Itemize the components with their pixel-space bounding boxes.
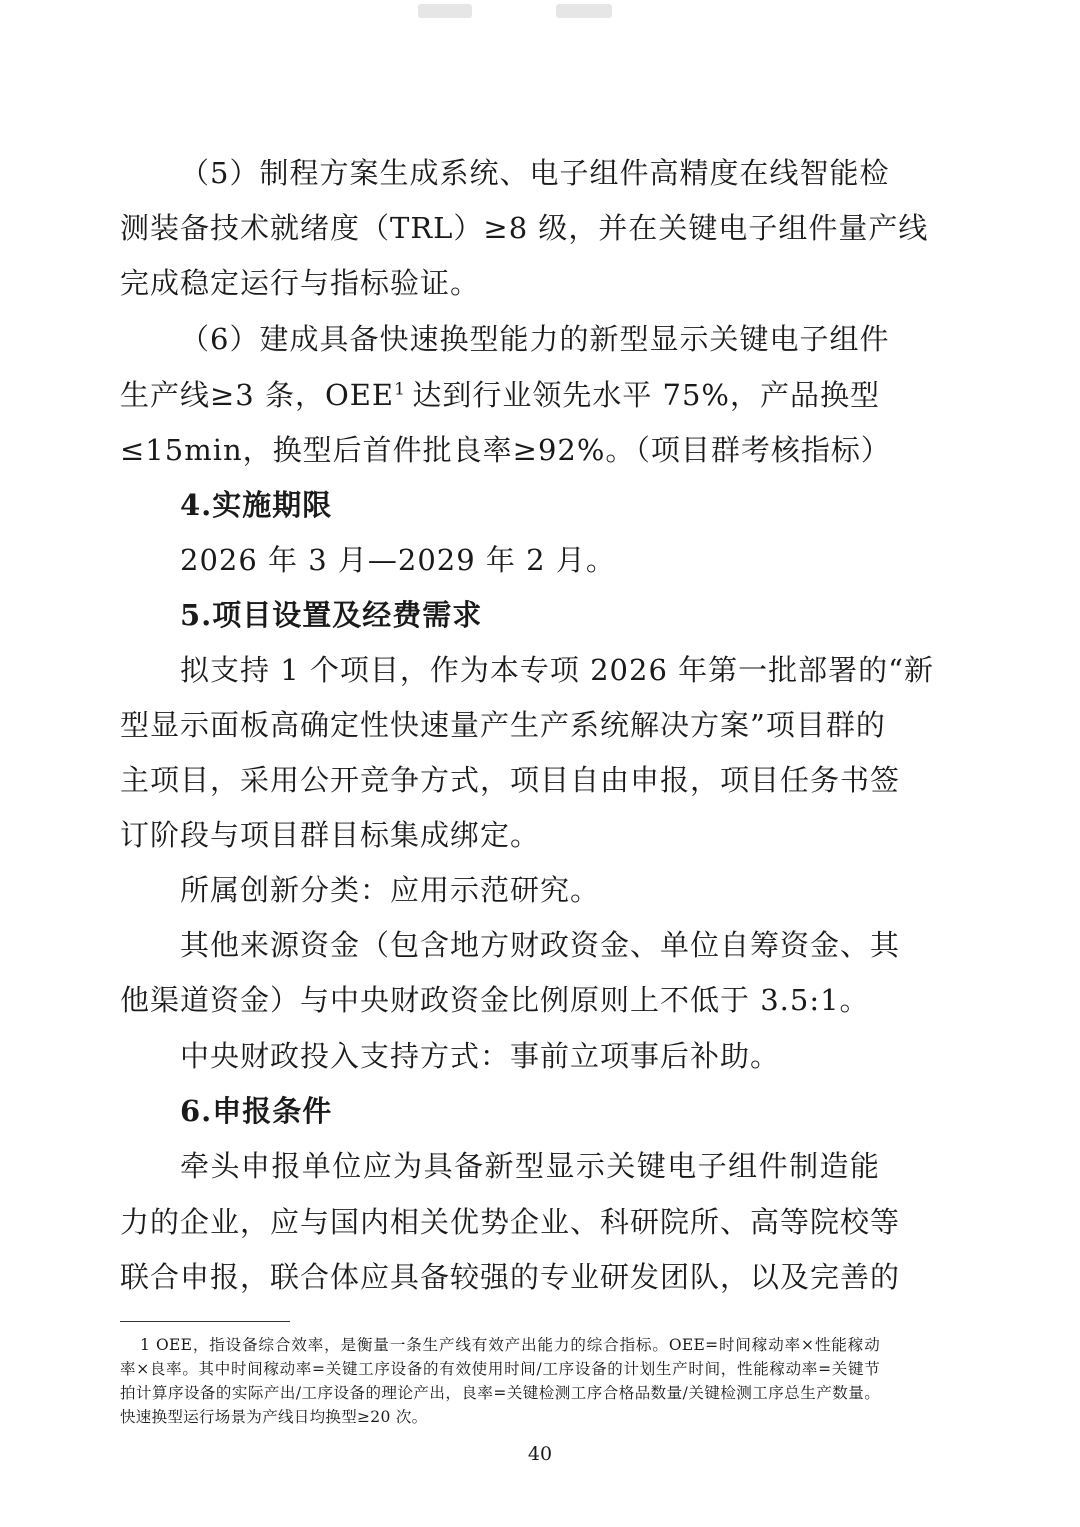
footnote-line: 快速换型运行场景为产线日均换型≥20 次。: [120, 1408, 428, 1426]
paragraph-line: 2026 年 3 月—2029 年 2 月。: [180, 543, 616, 577]
paragraph-line: [120, 375, 880, 415]
paragraph-line: 主项目，采用公开竞争方式，项目自由申报，项目任务书签: [120, 763, 901, 797]
line-segment: 生产线≥3 条，OEE$^1$: [120, 378, 406, 412]
footnote-separator: [120, 1321, 290, 1322]
section-heading: 4.实施期限: [180, 488, 333, 522]
line-segment: 达到行业领先水平 75%，产品换型: [412, 378, 880, 412]
paragraph-line: 完成稳定运行与指标验证。: [120, 266, 481, 300]
paragraph-line: 所属创新分类：应用示范研究。: [180, 873, 601, 907]
paragraph-line: 拟支持 1 个项目，作为本专项 2026 年第一批部署的“新: [180, 653, 934, 687]
paragraph-line: （5）制程方案生成系统、电子组件高精度在线智能检: [180, 156, 890, 190]
footnote-line: 率×良率。其中时间稼动率=关键工序设备的有效使用时间/工序设备的计划生产时间，性能稼动率=关键节: [120, 1360, 880, 1378]
paragraph-line: 力的企业，应与国内相关优势企业、科研院所、高等院校等: [120, 1205, 901, 1239]
paragraph-line: ≤15min，换型后首件批良率≥92%。（项目群考核指标）: [120, 433, 891, 467]
scan-artifact: [418, 4, 472, 18]
paragraph-line: （6）建成具备快速换型能力的新型显示关键电子组件: [180, 322, 890, 356]
paragraph-line: 中央财政投入支持方式：事前立项事后补助。: [180, 1039, 781, 1073]
page-number: 40: [527, 1443, 553, 1465]
footnote-line: 1 OEE，指设备综合效率，是衡量一条生产线有效产出能力的综合指标。OEE=时间稼动率×性能稼动: [140, 1336, 880, 1354]
paragraph-line: 型显示面板高确定性快速量产生产系统解决方案”项目群的: [120, 708, 886, 742]
paragraph-line: 其他来源资金（包含地方财政资金、单位自筹资金、其: [180, 928, 901, 962]
paragraph-line: 牵头申报单位应为具备新型显示关键电子组件制造能: [180, 1149, 880, 1183]
footnote-reference[interactable]: 1: [394, 379, 406, 400]
section-heading: 5.项目设置及经费需求: [180, 598, 483, 632]
paragraph-line: 订阶段与项目群目标集成绑定。: [120, 818, 541, 852]
footnote-line: 拍计算序设备的实际产出/工序设备的理论产出，良率=关键检测工序合格品数量/关键检测工序总生产数量。: [120, 1384, 880, 1402]
paragraph-line: 联合申报，联合体应具备较强的专业研发团队，以及完善的: [120, 1260, 901, 1294]
paragraph-line: 测装备技术就绪度（TRL）≥8 级，并在关键电子组件量产线: [120, 211, 929, 245]
paragraph-line: 他渠道资金）与中央财政资金比例原则上不低于 3.5:1。: [120, 983, 870, 1017]
section-heading: 6.申报条件: [180, 1094, 333, 1128]
scan-artifact: [556, 4, 612, 18]
